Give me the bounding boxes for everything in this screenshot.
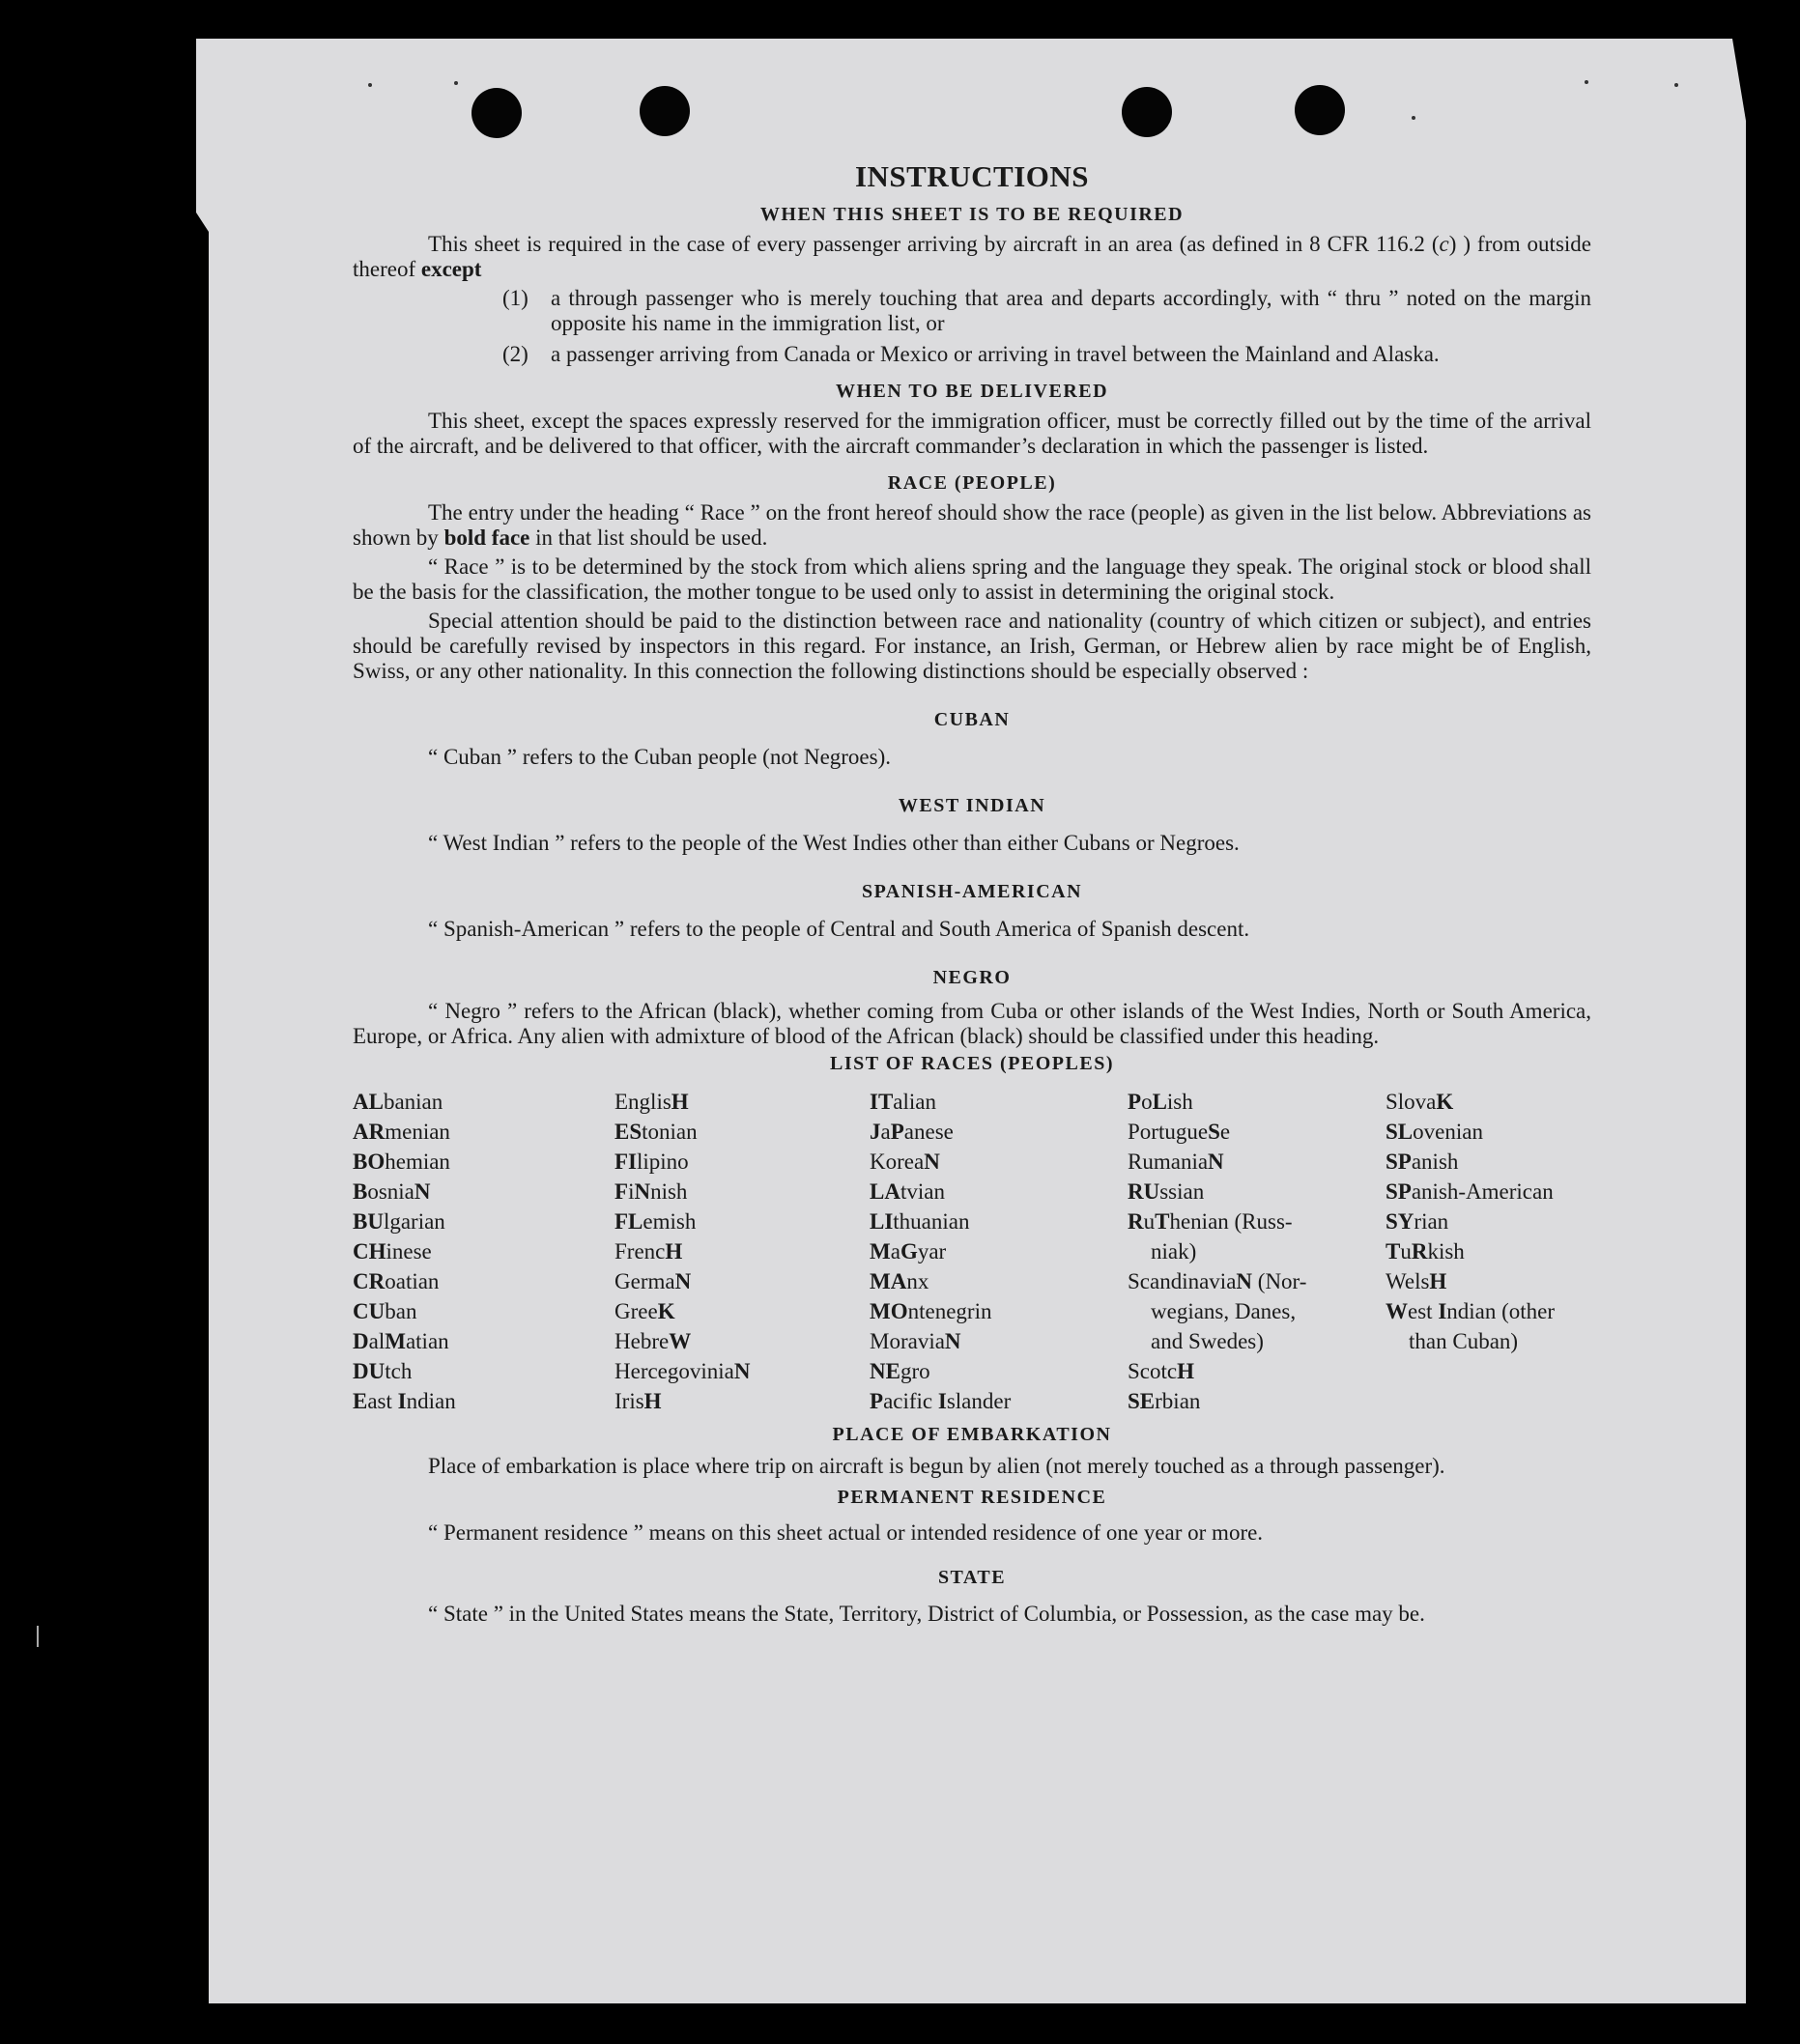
delivered-text: This sheet, except the spaces expressly reserved for the immigration officer, must be correctly filled out by the time of the arrival of the aircraft, and be delivered to that officer, with the aircraft commander’s declaration in which the passenger is listed. — [353, 409, 1591, 458]
race-list-column — [870, 1087, 1128, 1416]
race-entry: GermaN — [614, 1269, 692, 1293]
page-title: INSTRUCTIONS — [854, 159, 1089, 193]
race-entry: DUtch — [353, 1359, 413, 1383]
race-entry: KoreaN — [870, 1150, 940, 1174]
race-entry: FLemish — [614, 1209, 697, 1234]
race-entry: MOntenegrin — [870, 1299, 992, 1323]
race-entry: ScotcH — [1128, 1359, 1194, 1383]
race-entry: JaPanese — [870, 1120, 954, 1144]
race-entry: EStonian — [614, 1120, 698, 1144]
race-entry: West Indian (other — [1386, 1299, 1556, 1323]
race-list-column — [1386, 1087, 1591, 1416]
section-heading-residence: PERMANENT RESIDENCE — [837, 1487, 1107, 1508]
race-entry: CUban — [353, 1299, 417, 1323]
race-entry: SlovaK — [1386, 1090, 1454, 1114]
race-list-column — [353, 1087, 614, 1416]
race-entry: RuThenian (Russ- — [1128, 1209, 1293, 1234]
punch-hole — [640, 86, 690, 136]
race-entry: PortugueSe — [1128, 1120, 1231, 1144]
race-entry: RumaniaN — [1128, 1150, 1224, 1174]
cuban-text: “ Cuban ” refers to the Cuban people (not Negroes). — [428, 745, 892, 769]
race-entry: BosniaN — [353, 1179, 431, 1204]
paper-speck — [1412, 116, 1415, 120]
race-entry: IrisH — [614, 1389, 662, 1413]
race-entry: RUssian — [1128, 1179, 1205, 1204]
race-entry: GreeK — [614, 1299, 675, 1323]
race-paragraph: Special attention should be paid to the distinction between race and nationality (country of which citizen or subject), and entries should be carefully revised by inspectors in this regard. For instance, an Irish, German, or Hebrew alien by race might be of English, Swiss, or any other nationality. In this connection the following distinctions should be especially observed : — [353, 609, 1591, 683]
embarkation-text: Place of embarkation is place where trip on aircraft is begun by alien (not merely touched as a through passenger). — [428, 1454, 1445, 1478]
race-entry: BUlgarian — [353, 1209, 445, 1234]
required-exception-item: (2) a passenger arriving from Canada or Mexico or arriving in travel between the Mainland and Alaska. — [502, 342, 1440, 366]
race-entry: MaGyar — [870, 1239, 947, 1263]
race-entry: FrencH — [614, 1239, 683, 1263]
state-text: “ State ” in the United States means the State, Territory, District of Columbia, or Possession, as the case may be. — [428, 1602, 1425, 1626]
race-entry: Pacific Islander — [870, 1389, 1012, 1413]
section-heading-negro: NEGRO — [932, 967, 1012, 988]
race-entry: HercegoviniaN — [614, 1359, 751, 1383]
race-entry: wegians, Danes, — [1151, 1299, 1297, 1323]
race-entry: SPanish-American — [1386, 1179, 1554, 1204]
race-entry: WelsH — [1386, 1269, 1447, 1293]
punch-hole — [471, 88, 522, 138]
spanish-american-text: “ Spanish-American ” refers to the people of Central and South America of Spanish descent. — [428, 917, 1250, 941]
race-entry: DalMatian — [353, 1329, 449, 1353]
race-entry: LIthuanian — [870, 1209, 970, 1234]
race-list-column — [614, 1087, 870, 1416]
race-entry: MoraviaN — [870, 1329, 961, 1353]
paper-speck — [1585, 80, 1588, 84]
race-entry: SPanish — [1386, 1150, 1459, 1174]
section-heading-embarkation: PLACE OF EMBARKATION — [832, 1424, 1112, 1445]
negro-text: “ Negro ” refers to the African (black), whether coming from Cuba or other islands of the West Indies, North or South America, Europe, or Africa. Any alien with admixture of blood of the African (black) should be classified under this heading. — [353, 999, 1591, 1048]
race-entry: ITalian — [870, 1090, 936, 1114]
race-entry: than Cuban) — [1409, 1329, 1519, 1353]
race-entry: FiNnish — [614, 1179, 688, 1204]
race-entry: CRoatian — [353, 1269, 440, 1293]
race-entry: CHinese — [353, 1239, 432, 1263]
race-entry: PoLish — [1128, 1090, 1193, 1114]
paper-speck — [454, 81, 458, 85]
section-heading-cuban: CUBAN — [933, 709, 1011, 730]
race-paragraph: “ Race ” is to be determined by the stock from which aliens spring and the language they speak. The original stock or blood shall be the basis for the classification, the mother tongue to be used only to assist in determining the original stock. — [353, 554, 1591, 604]
section-heading-spanish-american: SPANISH-AMERICAN — [861, 881, 1083, 902]
race-entry: MAnx — [870, 1269, 929, 1293]
paper-speck — [368, 83, 372, 87]
section-heading-delivered: WHEN TO BE DELIVERED — [835, 381, 1109, 402]
race-list-column — [1128, 1087, 1386, 1416]
race-entry: BOhemian — [353, 1150, 450, 1174]
residence-text: “ Permanent residence ” means on this sheet actual or intended residence of one year or more. — [428, 1520, 1264, 1545]
race-entry: EnglisH — [614, 1090, 689, 1114]
race-entry: ALbanian — [353, 1090, 443, 1114]
race-list — [353, 1087, 1591, 1416]
paper-speck — [1674, 83, 1678, 87]
margin-mark — [37, 1626, 39, 1647]
race-entry: TuRkish — [1386, 1239, 1465, 1263]
race-entry: SLovenian — [1386, 1120, 1483, 1144]
race-entry: SErbian — [1128, 1389, 1201, 1413]
section-heading-required: WHEN THIS SHEET IS TO BE REQUIRED — [759, 204, 1185, 225]
required-intro: This sheet is required in the case of every passenger arriving by aircraft in an area (as defined in 8 CFR 116.2 (c) ) from outside thereof except — [353, 232, 1591, 281]
race-entry: niak) — [1151, 1239, 1197, 1263]
west-indian-text: “ West Indian ” refers to the people of the West Indies other than either Cubans or Negroes. — [428, 831, 1240, 855]
race-entry: SYrian — [1386, 1209, 1449, 1234]
race-entry: FIlipino — [614, 1150, 689, 1174]
race-entry: ScandinaviaN (Nor- — [1128, 1269, 1307, 1293]
punch-hole — [1122, 87, 1172, 137]
section-heading-state: STATE — [937, 1567, 1007, 1588]
race-entry: and Swedes) — [1151, 1329, 1264, 1353]
race-entry: ARmenian — [353, 1120, 450, 1144]
section-heading-race: RACE (PEOPLE) — [887, 472, 1057, 494]
race-entry: East Indian — [353, 1389, 456, 1413]
race-entry: LAtvian — [870, 1179, 945, 1204]
section-heading-races: LIST OF RACES (PEOPLES) — [829, 1053, 1114, 1074]
race-paragraph: The entry under the heading “ Race ” on the front hereof should show the race (people) as given in the list below. Abbreviations as shown by bold face in that list should be used. — [353, 500, 1591, 550]
punch-hole — [1295, 85, 1345, 135]
race-entry: NEgro — [870, 1359, 930, 1383]
race-entry: HebreW — [614, 1329, 692, 1353]
required-exception-item: (1) a through passenger who is merely touching that area and departs accordingly, with “ thru ” noted on the margin opposite his name in the immigration list, or — [502, 286, 1591, 335]
instructions-content — [353, 159, 1591, 1633]
section-heading-west-indian: WEST INDIAN — [898, 795, 1046, 816]
